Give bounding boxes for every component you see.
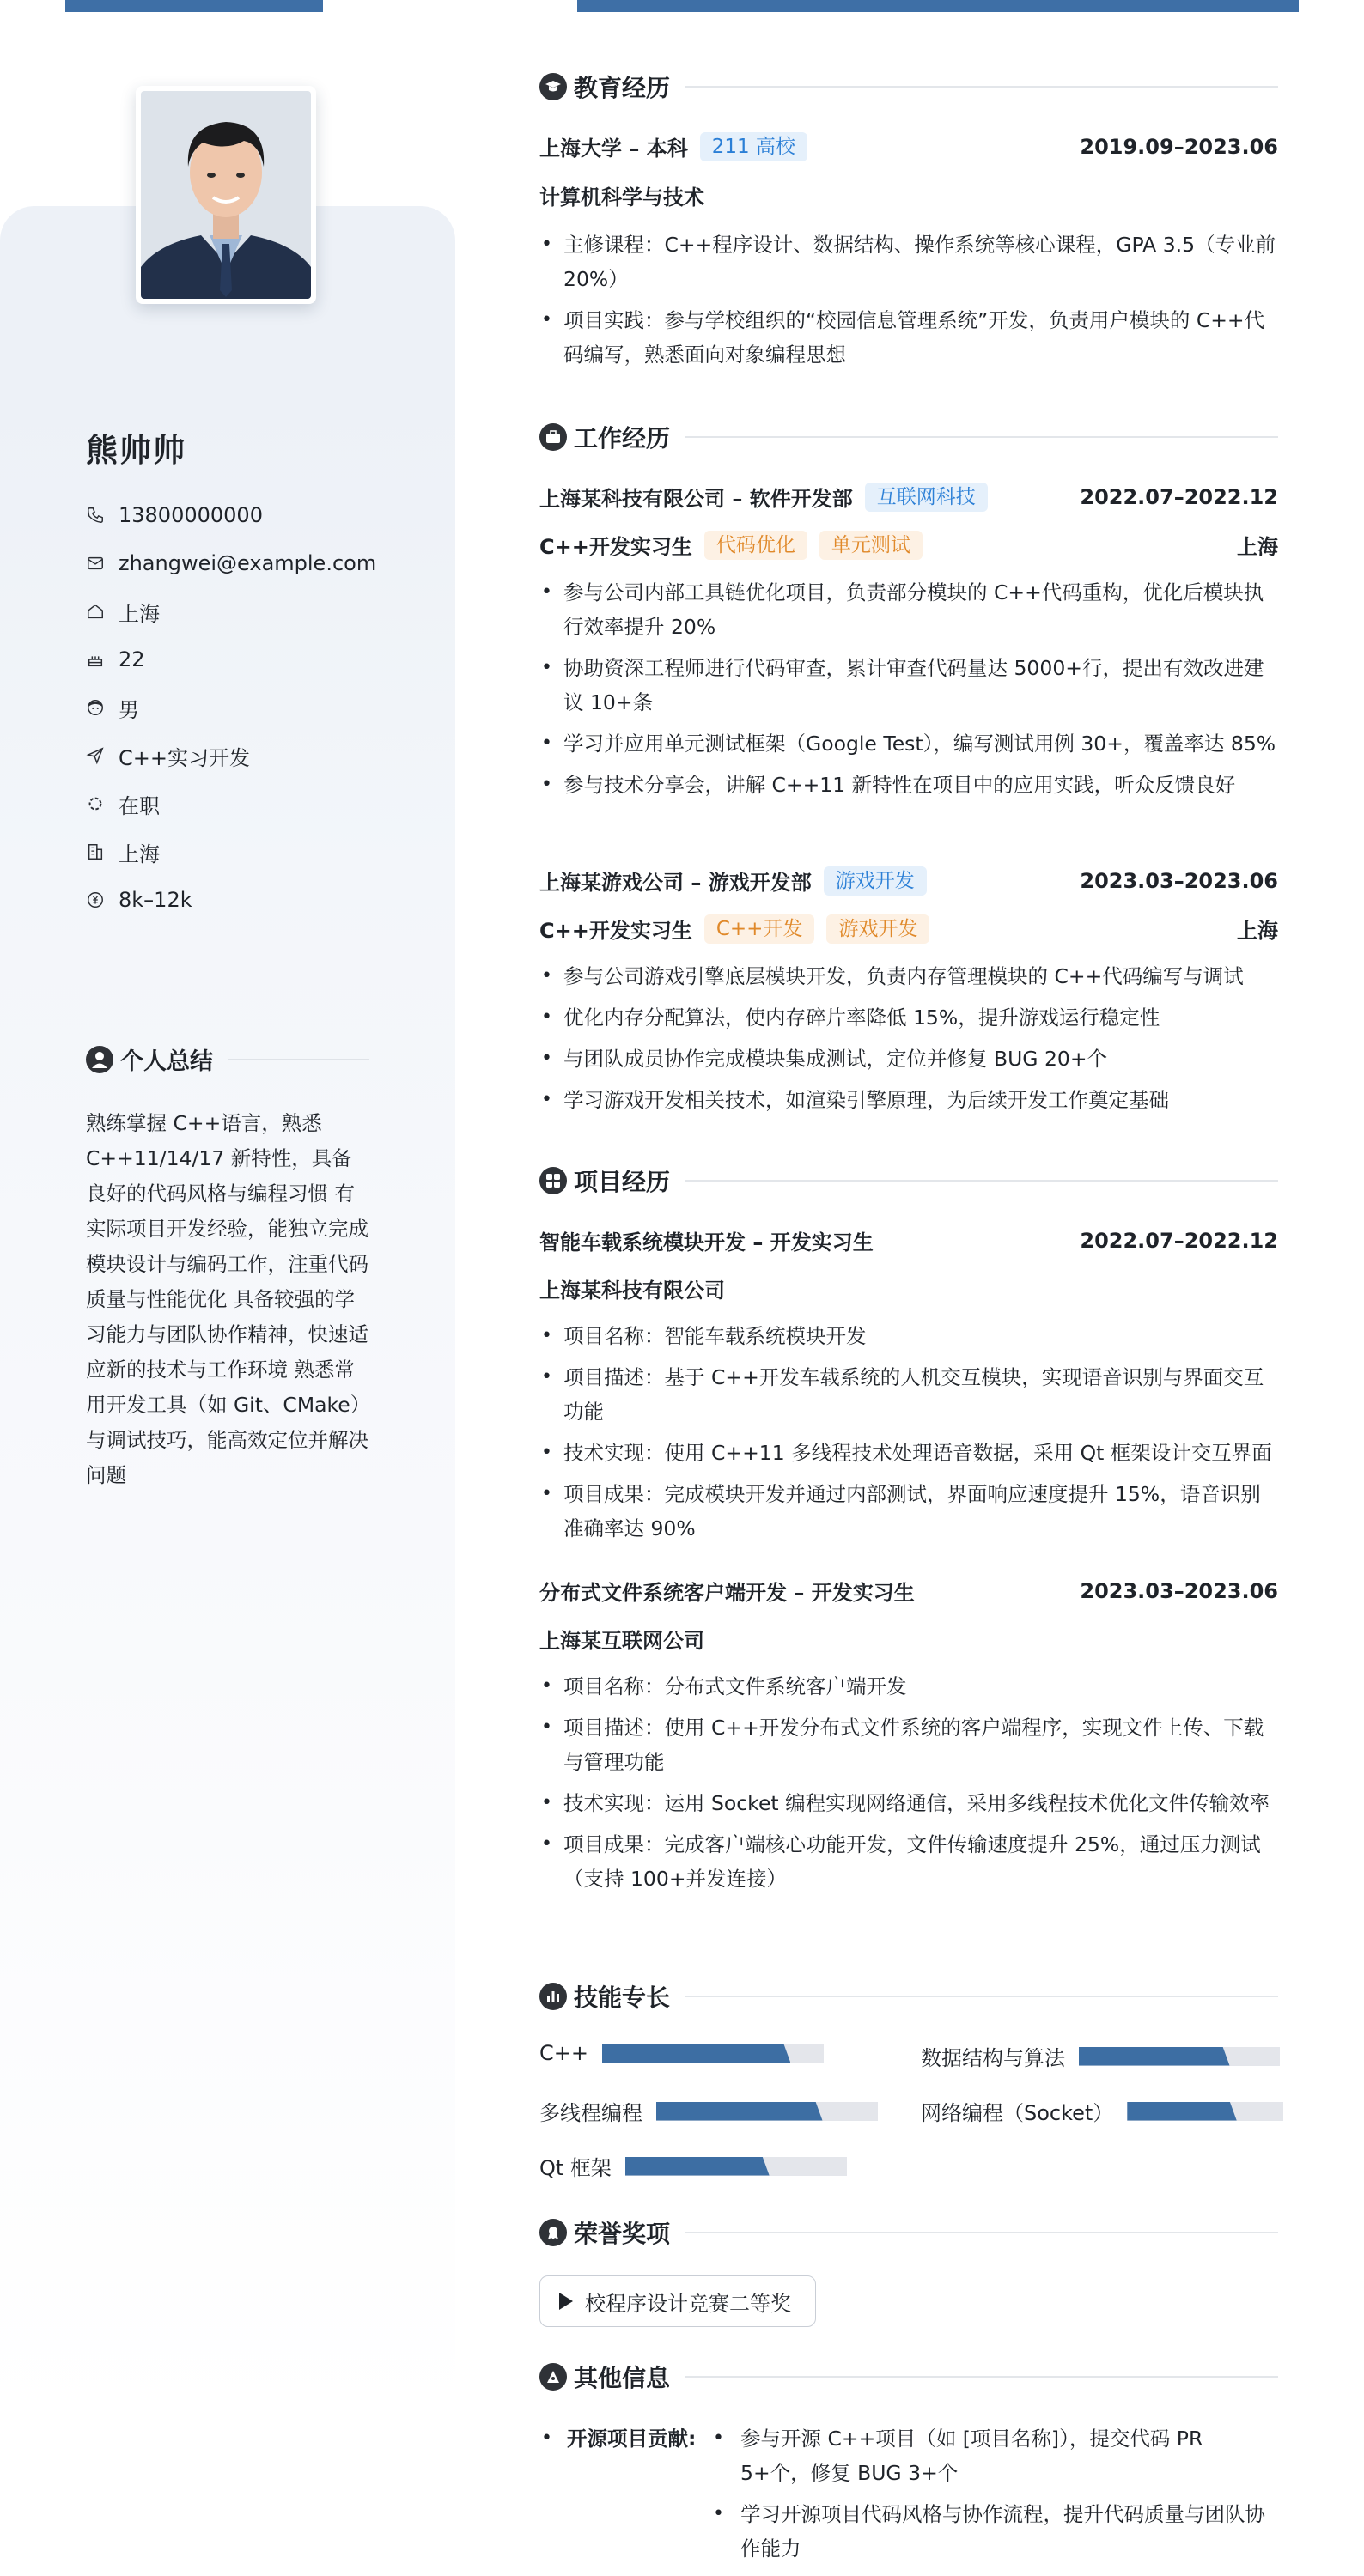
skill-bar-fill	[656, 2102, 823, 2121]
job-bullets	[539, 575, 1278, 809]
project-company: 上海某互联网公司	[539, 1629, 704, 1653]
job-bullets	[539, 959, 1278, 1124]
status-icon	[86, 794, 105, 813]
awards-section-title	[539, 2215, 1278, 2250]
education-date: 2019.09–2023.06	[1080, 134, 1278, 159]
info-text: 上海	[119, 841, 160, 866]
list-item: • 项目描述：使用 C++开发分布式文件系统的客户端程序，实现文件上传、下载与管理功能	[539, 1710, 1278, 1779]
education-major-row	[539, 180, 1278, 210]
role-tag: 代码优化	[704, 531, 807, 560]
major-name: 计算机科学与技术	[539, 185, 704, 210]
project-bullets	[539, 1669, 1278, 1903]
project-bullets	[539, 1319, 1278, 1552]
education-bullets	[539, 228, 1278, 379]
project-date: 2022.07–2022.12	[1080, 1228, 1278, 1253]
bullet: •	[541, 2427, 552, 2449]
school-tag: 211 高校	[700, 132, 807, 161]
divider	[228, 1059, 369, 1060]
school-name: 上海大学 – 本科	[539, 137, 688, 161]
role-tag: 游戏开发	[826, 914, 929, 944]
company-tag: 游戏开发	[824, 866, 927, 896]
info-gender	[86, 683, 376, 732]
info-text: 上海	[119, 601, 160, 626]
project-name: 智能车载系统模块开发 – 开发实习生	[539, 1230, 874, 1255]
info-text: 男	[119, 697, 139, 722]
gender-icon	[86, 698, 105, 717]
mail-icon	[86, 554, 105, 573]
list-item: • 学习开源项目代码风格与协作流程，提升代码质量与团队协作能力	[711, 2497, 1278, 2566]
list-item: • 主修课程：C++程序设计、数据结构、操作系统等核心课程，GPA 3.5（专业前 20%）	[539, 228, 1278, 296]
header-accent-bar-right	[577, 0, 1299, 12]
job-role: C++开发实习生	[539, 919, 692, 943]
project-header	[539, 1225, 1278, 1255]
skills-title: 技能专长	[574, 1984, 671, 2012]
award-label: 校程序设计竞赛二等奖	[585, 2291, 791, 2316]
divider	[685, 2232, 1278, 2233]
list-item: • 协助资深工程师进行代码审查，累计审查代码量达 5000+行，提出有效改进建议 10+条	[539, 651, 1278, 720]
list-item: • 优化内存分配算法，使内存碎片率降低 15%，提升游戏运行稳定性	[539, 1000, 1278, 1035]
education-section-title	[539, 70, 1278, 104]
project-name: 分布式文件系统客户端开发 – 开发实习生	[539, 1581, 915, 1605]
age-icon	[86, 650, 105, 669]
list-item: • 与团队成员协作完成模块集成测试，定位并修复 BUG 20+个	[539, 1042, 1278, 1076]
list-item: • 项目成果：完成模块开发并通过内部测试，界面响应速度提升 15%，语音识别准确率达 90%	[539, 1477, 1278, 1546]
list-item: • 参与公司内部工具链优化项目，负责部分模块的 C++代码重构，优化后模块执行效率提升 20%	[539, 575, 1278, 644]
job-city: 上海	[1237, 919, 1278, 943]
profile-photo	[141, 91, 311, 299]
divider	[685, 436, 1278, 438]
project-company-row	[539, 1624, 1278, 1654]
info-age	[86, 635, 376, 683]
other-items	[711, 2421, 1278, 2573]
projects-section-title	[539, 1163, 1278, 1198]
play-icon	[559, 2293, 573, 2310]
job-header	[539, 866, 1278, 896]
divider	[685, 86, 1278, 88]
skill-bar-fill	[602, 2044, 790, 2063]
education-header	[539, 131, 1278, 161]
skill-item	[539, 2096, 878, 2126]
skill-item	[921, 2096, 1283, 2126]
list-item: • 项目描述：基于 C++开发车载系统的人机交互模块，实现语音识别与界面交互功能	[539, 1360, 1278, 1429]
home-icon	[86, 602, 105, 621]
list-item: • 参与开源 C++项目（如 [项目名称]），提交代码 PR 5+个，修复 BUG 3+个	[711, 2421, 1278, 2490]
education-title: 教育经历	[574, 74, 671, 102]
list-item: • 技术实现：使用 C++11 多线程技术处理语音数据，采用 Qt 框架设计交互界面	[539, 1436, 1278, 1470]
info-text: C++实习开发	[119, 745, 250, 770]
send-icon	[86, 746, 105, 765]
info-location	[86, 587, 376, 635]
info-text: zhangwei@example.com	[119, 551, 377, 575]
phone-icon	[86, 506, 105, 525]
projects-title: 项目经历	[574, 1168, 671, 1196]
list-item: • 项目名称：智能车载系统模块开发	[539, 1319, 1278, 1353]
info-badge-icon	[539, 2363, 567, 2391]
project-company: 上海某科技有限公司	[539, 1279, 725, 1303]
skill-name: 网络编程（Socket）	[921, 2101, 1114, 2125]
info-salary	[86, 876, 376, 924]
divider	[685, 1996, 1278, 1997]
skill-name: Qt 框架	[539, 2156, 612, 2180]
list-item: • 参与技术分享会，讲解 C++11 新特性在项目中的应用实践，听众反馈良好	[539, 768, 1278, 802]
info-text: 在职	[119, 793, 160, 818]
info-text: 8k–12k	[119, 888, 192, 912]
project-header	[539, 1576, 1278, 1606]
job-header	[539, 482, 1278, 512]
list-item: • 项目成果：完成客户端核心功能开发，文件传输速度提升 25%，通过压力测试（支持 100+并发连接）	[539, 1827, 1278, 1896]
list-item: • 项目名称：分布式文件系统客户端开发	[539, 1669, 1278, 1704]
job-role-row	[539, 530, 1278, 560]
skill-bar-fill	[1079, 2047, 1230, 2066]
chart-icon	[539, 1983, 567, 2010]
skills-section-title	[539, 1979, 1278, 2014]
info-text: 22	[119, 647, 145, 671]
skill-name: C++	[539, 2041, 588, 2065]
list-item: • 参与公司游戏引擎底层模块开发，负责内存管理模块的 C++代码编写与调试	[539, 959, 1278, 993]
skill-item	[539, 2151, 847, 2181]
skill-bar	[656, 2102, 878, 2121]
work-section-title	[539, 420, 1278, 454]
info-phone	[86, 491, 376, 539]
graduation-cap-icon	[539, 73, 567, 100]
award-item[interactable]	[539, 2275, 816, 2327]
skill-bar	[1079, 2047, 1280, 2066]
company-tag: 互联网科技	[865, 483, 988, 512]
avatar	[136, 86, 316, 304]
project-date: 2023.03–2023.06	[1080, 1578, 1278, 1603]
skill-bar-fill	[1127, 2102, 1236, 2121]
job-company: 上海某游戏公司 – 游戏开发部	[539, 871, 812, 895]
job-role-row	[539, 914, 1278, 944]
project-company-row	[539, 1273, 1278, 1303]
user-icon	[86, 1046, 113, 1073]
skill-name: 多线程编程	[539, 2101, 642, 2125]
work-title: 工作经历	[574, 424, 671, 453]
awards-title: 荣誉奖项	[574, 2220, 671, 2248]
info-text: 13800000000	[119, 503, 263, 527]
salary-icon	[86, 890, 105, 909]
skill-bar	[625, 2157, 847, 2176]
summary-title: 个人总结	[120, 1048, 213, 1075]
role-tag: 单元测试	[819, 531, 923, 560]
list-item: • 技术实现：运用 Socket 编程实现网络通信，采用多线程技术优化文件传输效率	[539, 1786, 1278, 1820]
job-role: C++开发实习生	[539, 535, 692, 559]
skill-item	[921, 2041, 1280, 2071]
info-target-job	[86, 732, 376, 780]
list-item: • 学习并应用单元测试框架（Google Test），编写测试用例 30+，覆盖率达 85%	[539, 726, 1278, 761]
header-accent-bar-left	[65, 0, 323, 12]
divider	[685, 2376, 1278, 2378]
contact-info-list	[86, 491, 376, 924]
other-label: 开源项目贡献:	[567, 2427, 697, 2451]
skill-bar-fill	[625, 2157, 770, 2176]
job-date: 2022.07–2022.12	[1080, 484, 1278, 509]
other-title: 其他信息	[574, 2364, 671, 2392]
job-date: 2023.03–2023.06	[1080, 868, 1278, 893]
summary-text: 熟练掌握 C++语言，熟悉 C++11/14/17 新特性，具备良好的代码风格与编程习惯 有实际项目开发经验，能独立完成模块设计与编码工作，注重代码质量与性能优化 具备较强的学习能力与团队协作精神，快速适应新的技术与工作环境 熟悉常用开发工具（如 Git、CMake）与调试技巧，能高效定位并解决问题	[86, 1111, 368, 1487]
info-work-city	[86, 828, 376, 876]
info-email	[86, 539, 376, 587]
summary-section-title	[86, 1042, 369, 1076]
other-section-title	[539, 2360, 1278, 2394]
skill-bar	[1127, 2102, 1283, 2121]
job-company: 上海某科技有限公司 – 软件开发部	[539, 487, 853, 511]
list-item: • 项目实践：参与学校组织的“校园信息管理系统”开发，负责用户模块的 C++代码编写，熟悉面向对象编程思想	[539, 303, 1278, 372]
role-tag: C++开发	[704, 914, 815, 944]
building-icon	[86, 842, 105, 861]
job-city: 上海	[1237, 535, 1278, 559]
briefcase-icon	[539, 423, 567, 451]
grid-icon	[539, 1167, 567, 1194]
skill-name: 数据结构与算法	[921, 2046, 1065, 2070]
list-item: • 学习游戏开发相关技术，如渲染引擎原理，为后续开发工作奠定基础	[539, 1083, 1278, 1117]
profile-name: 熊帅帅	[86, 432, 186, 469]
skill-item	[539, 2041, 824, 2065]
skill-bar	[602, 2044, 824, 2063]
medal-icon	[539, 2219, 567, 2246]
info-status	[86, 780, 376, 828]
divider	[685, 1180, 1278, 1182]
